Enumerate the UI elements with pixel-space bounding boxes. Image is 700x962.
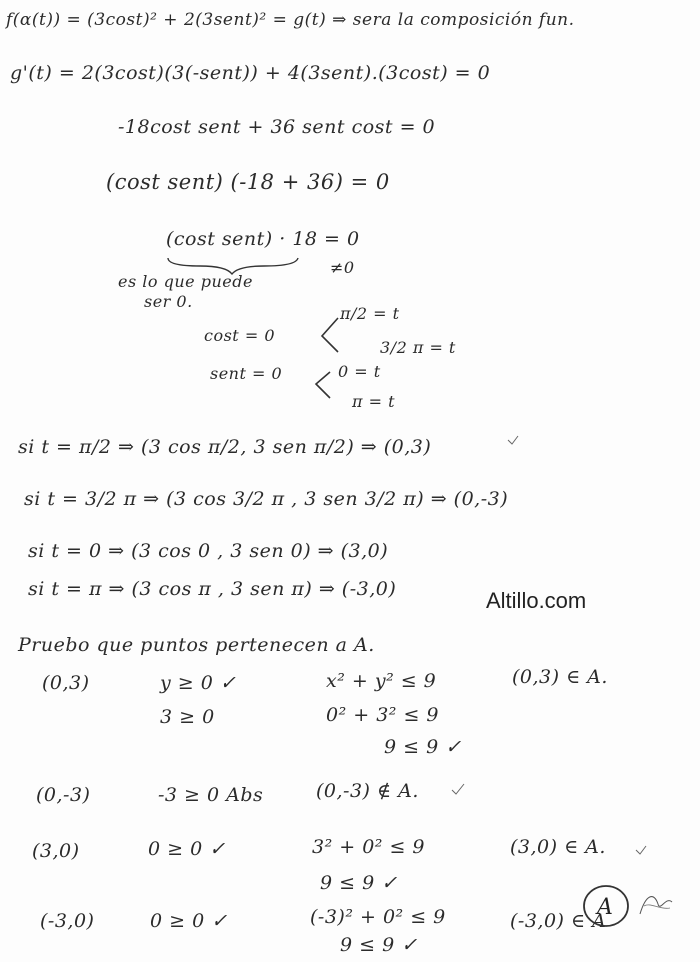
point-neg3-0-ineq: (-3)² + 0² ≤ 9 (310, 906, 446, 928)
cos-root-2: 3/2 π = t (380, 338, 456, 357)
point-3-0-result: (3,0) ∈ A. (510, 836, 606, 858)
point-3-0-cond: 0 ≥ 0 ✓ (148, 838, 226, 860)
point-3-0-ineq: 3² + 0² ≤ 9 (312, 836, 425, 858)
point-0-3-ineq: x² + y² ≤ 9 (326, 670, 437, 692)
point-0-3-ineq3: 9 ≤ 9 ✓ (384, 736, 462, 758)
case-zero: si t = 0 ⇒ (3 cos 0 , 3 sen 0) ⇒ (3,0) (28, 540, 389, 562)
cos-branch-mark (322, 318, 338, 352)
note-ser-cero: ser 0. (144, 292, 193, 311)
watermark-text: Altillo.com (486, 588, 587, 613)
sen-equation: sent = 0 (210, 364, 283, 383)
point-neg3-0: (-3,0) (40, 910, 95, 932)
line-not-zero: ≠0 (330, 258, 355, 277)
point-3-0-ineq2: 9 ≤ 9 ✓ (320, 872, 398, 894)
svg-text:A: A (597, 895, 613, 920)
tick-mark-2 (452, 784, 464, 794)
point-0-3-result: (0,3) ∈ A. (512, 666, 608, 688)
line-factored: (cost sent) (-18 + 36) = 0 (106, 170, 390, 194)
tick-mark-1 (508, 436, 518, 444)
note-puede: es lo que puede (118, 272, 253, 291)
point-0-neg3-cond: -3 ≥ 0 Abs (158, 784, 264, 806)
signature-mark (636, 884, 676, 924)
point-neg3-0-cond: 0 ≥ 0 ✓ (150, 910, 228, 932)
point-3-0: (3,0) (32, 840, 80, 862)
pruebo-heading: Pruebo que puntos pertenecen a A. (18, 634, 375, 656)
line-derivative: g'(t) = 2(3cost)(3(-sent)) + 4(3sent).(3cost) = 0 (10, 62, 491, 84)
line-composition: f(α(t)) = (3cost)² + 2(3sent)² = g(t) ⇒ sera la composición fun. (6, 10, 575, 30)
point-0-3-ineq2: 0² + 3² ≤ 9 (326, 704, 439, 726)
point-neg3-0-ineq2: 9 ≤ 9 ✓ (340, 934, 418, 956)
sen-root-2: π = t (352, 392, 396, 411)
cos-root-1: π/2 = t (340, 304, 400, 323)
case-three-pi-half: si t = 3/2 π ⇒ (3 cos 3/2 π , 3 sen 3/2 π) ⇒ (0,-3) (24, 488, 509, 510)
case-pi-half: si t = π/2 ⇒ (3 cos π/2, 3 sen π/2) ⇒ (0,3) (18, 436, 432, 458)
point-0-3-cond: y ≥ 0 ✓ (160, 672, 237, 694)
line-expanded: -18cost sent + 36 sent cost = 0 (118, 116, 436, 138)
case-pi: si t = π ⇒ (3 cos π , 3 sen π) ⇒ (-3,0) (28, 578, 397, 600)
tick-mark-3 (636, 846, 646, 854)
underbrace-mark (168, 258, 298, 274)
point-0-neg3: (0,-3) (36, 784, 91, 806)
sen-branch-mark (316, 372, 330, 398)
cos-equation: cost = 0 (204, 326, 275, 345)
point-0-neg3-result: (0,-3) ∉ A. (316, 780, 419, 802)
point-neg3-0-result: (-3,0) ∈ A (510, 910, 607, 932)
line-cos-sen-18: (cost sent) · 18 = 0 (166, 228, 360, 250)
point-0-3-cond2: 3 ≥ 0 (160, 706, 215, 728)
point-0-3: (0,3) (42, 672, 90, 694)
sen-root-1: 0 = t (338, 362, 381, 381)
grade-stamp (580, 880, 632, 932)
